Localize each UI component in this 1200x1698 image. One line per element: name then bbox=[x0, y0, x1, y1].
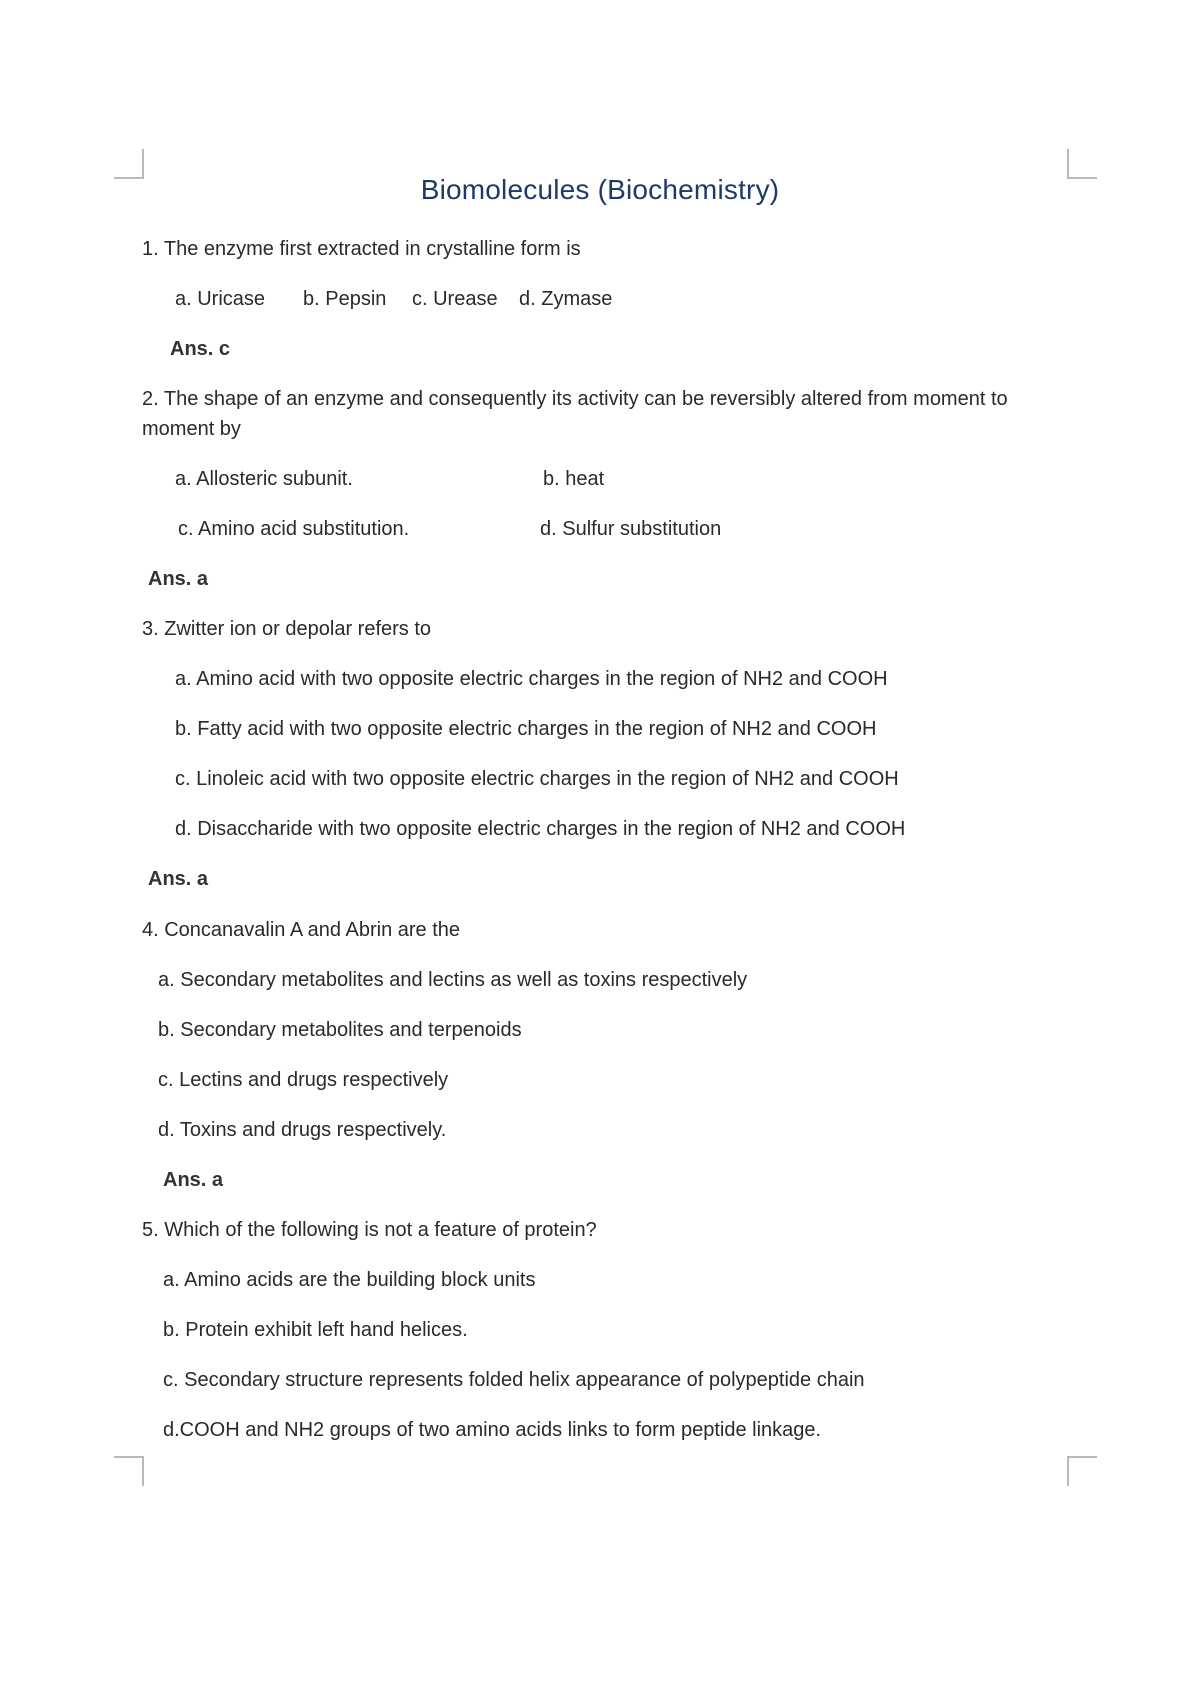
question-3-option-d: d. Disaccharide with two opposite electric charges in the region of NH2 and COOH bbox=[175, 818, 906, 840]
question-3-text: 3. Zwitter ion or depolar refers to bbox=[142, 618, 432, 640]
question-4-option-c: c. Lectins and drugs respectively bbox=[158, 1069, 449, 1091]
page-title: Biomolecules (Biochemistry) bbox=[420, 174, 780, 205]
question-2-option-a: a. Allosteric subunit. bbox=[175, 468, 353, 490]
question-1-answer: Ans. c bbox=[170, 338, 231, 360]
question-4-text: 4. Concanavalin A and Abrin are the bbox=[142, 919, 461, 941]
question-1-option-b: b. Pepsin bbox=[303, 288, 387, 310]
question-5-option-a: a. Amino acids are the building block units bbox=[163, 1269, 536, 1291]
question-2-text: 2. The shape of an enzyme and consequently its activity can be reversibly altered from moment to moment by bbox=[142, 388, 1008, 440]
question-4-option-d: d. Toxins and drugs respectively. bbox=[158, 1119, 447, 1141]
question-5-option-b: b. Protein exhibit left hand helices. bbox=[163, 1319, 468, 1341]
question-1-option-c: c. Urease bbox=[412, 288, 498, 310]
page-corner-mark-bottom-right bbox=[1067, 1456, 1097, 1486]
question-2-option-b: b. heat bbox=[543, 468, 605, 490]
question-4-answer: Ans. a bbox=[163, 1169, 224, 1191]
question-4-option-b: b. Secondary metabolites and terpenoids bbox=[158, 1019, 522, 1041]
question-5-option-d: d.COOH and NH2 groups of two amino acids links to form peptide linkage. bbox=[163, 1419, 822, 1441]
question-2-answer: Ans. a bbox=[148, 568, 209, 590]
question-5-option-c: c. Secondary structure represents folded helix appearance of polypeptide chain bbox=[163, 1369, 865, 1391]
question-3-answer: Ans. a bbox=[148, 868, 209, 890]
question-1-text: 1. The enzyme first extracted in crystalline form is bbox=[142, 238, 581, 260]
question-2-option-d: d. Sulfur substitution bbox=[540, 518, 722, 540]
question-5-text: 5. Which of the following is not a feature of protein? bbox=[142, 1219, 597, 1241]
question-4-option-a: a. Secondary metabolites and lectins as well as toxins respectively bbox=[158, 969, 748, 991]
question-1-option-d: d. Zymase bbox=[519, 288, 613, 310]
page-corner-mark-bottom-left bbox=[114, 1456, 144, 1486]
question-3-option-a: a. Amino acid with two opposite electric charges in the region of NH2 and COOH bbox=[175, 668, 888, 690]
question-3-option-b: b. Fatty acid with two opposite electric charges in the region of NH2 and COOH bbox=[175, 718, 877, 740]
question-3-option-c: c. Linoleic acid with two opposite electric charges in the region of NH2 and COOH bbox=[175, 768, 899, 790]
question-2-option-c: c. Amino acid substitution. bbox=[178, 518, 410, 540]
question-1-option-a: a. Uricase bbox=[175, 288, 266, 310]
